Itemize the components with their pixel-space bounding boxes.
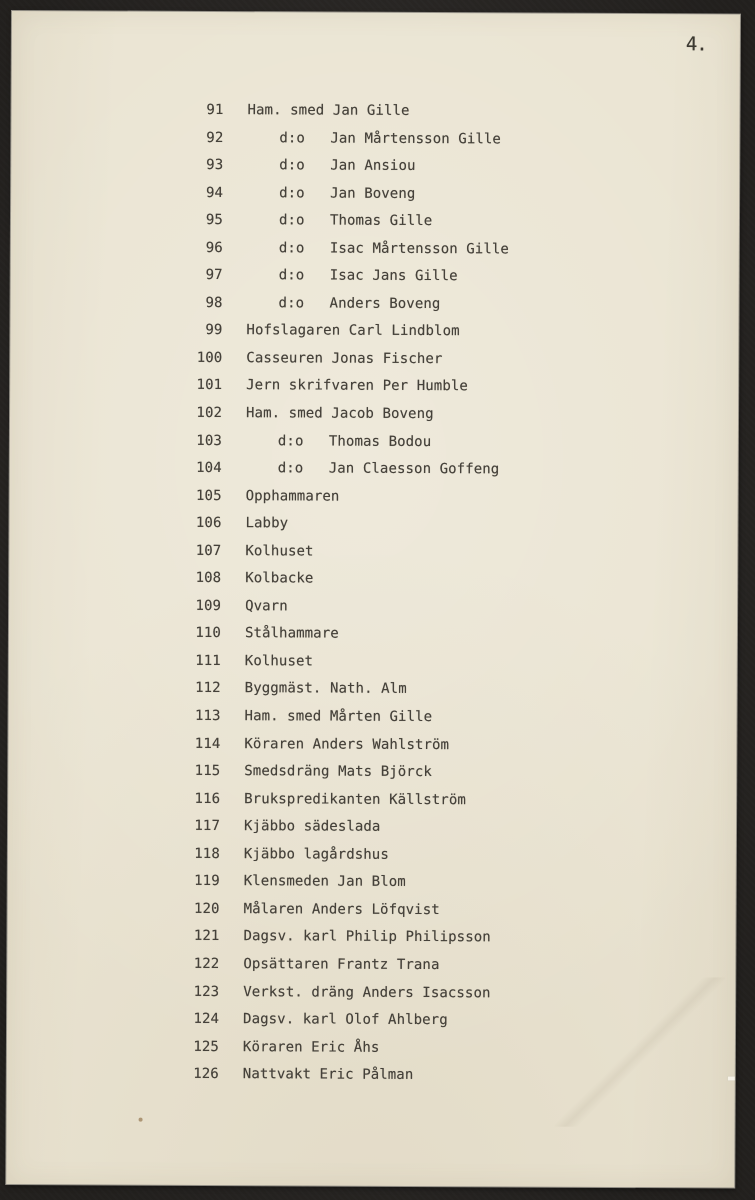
entry-name: Dagsv. karl Philip Philipsson bbox=[243, 928, 491, 946]
entry-number: 103 bbox=[196, 432, 222, 449]
entry-number: 112 bbox=[195, 680, 221, 697]
list-item bbox=[11, 149, 739, 180]
entry-number: 101 bbox=[196, 377, 223, 394]
entry-list bbox=[7, 94, 740, 1089]
entry-name: Jern skrifvaren Per Humble bbox=[246, 377, 468, 395]
entry-name: Labby bbox=[245, 515, 289, 532]
list-item bbox=[9, 535, 737, 566]
entry-name: Ham. smed Jan Gille bbox=[247, 102, 410, 119]
entry-number: 92 bbox=[206, 129, 224, 146]
entry-name: Opphammaren bbox=[245, 487, 340, 505]
entry-number: 110 bbox=[195, 625, 221, 642]
list-item bbox=[8, 893, 736, 924]
entry-number: 105 bbox=[196, 487, 222, 504]
entry-name: Köraren Eric Åhs bbox=[242, 1038, 380, 1056]
entry-name: Anders Boveng bbox=[329, 295, 441, 312]
list-item bbox=[10, 342, 738, 373]
ditto-mark: d:o bbox=[279, 157, 305, 174]
list-item bbox=[7, 1058, 735, 1089]
entry-number: 113 bbox=[194, 707, 221, 725]
list-item bbox=[11, 94, 739, 125]
list-item bbox=[7, 975, 735, 1006]
entry-number: 91 bbox=[206, 101, 224, 119]
entry-name: Kjäbbo lagårdshus bbox=[243, 845, 389, 863]
list-item bbox=[8, 865, 736, 896]
entry-number: 96 bbox=[205, 239, 223, 256]
entry-number: 98 bbox=[205, 294, 223, 311]
entry-name: Jan Ansiou bbox=[330, 157, 416, 175]
entry-name: Byggmäst. Nath. Alm bbox=[244, 680, 407, 698]
list-item bbox=[7, 1031, 735, 1062]
paper-sheet bbox=[6, 11, 740, 1188]
list-item bbox=[8, 700, 736, 731]
entry-number: 115 bbox=[194, 763, 221, 780]
entry-name: Isac Jans Gille bbox=[329, 267, 458, 285]
entry-name: Thomas Gille bbox=[329, 212, 433, 230]
entry-number: 122 bbox=[193, 955, 220, 972]
list-item bbox=[8, 838, 736, 869]
entry-number: 111 bbox=[195, 652, 221, 669]
entry-name: Jan Mårtensson Gille bbox=[330, 130, 501, 147]
entry-name: Kolhuset bbox=[245, 542, 314, 560]
ditto-mark: d:o bbox=[278, 295, 305, 312]
entry-number: 124 bbox=[193, 1010, 220, 1028]
entry-number: 109 bbox=[195, 597, 222, 614]
entry-name: Isac Mårtensson Gille bbox=[329, 240, 509, 258]
list-item bbox=[9, 562, 737, 593]
entry-name: Nattvakt Eric Pålman bbox=[242, 1066, 414, 1084]
entry-name: Jan Claesson Goffeng bbox=[328, 460, 500, 478]
entry-name: Dagsv. karl Olof Ahlberg bbox=[243, 1011, 448, 1029]
entry-number: 125 bbox=[193, 1038, 219, 1055]
entry-number: 117 bbox=[194, 818, 221, 835]
entry-name: Målaren Anders Löfqvist bbox=[243, 901, 440, 918]
entry-name: Qvarn bbox=[245, 597, 288, 615]
list-item bbox=[8, 810, 736, 841]
entry-name: Ham. smed Jacob Boveng bbox=[245, 405, 434, 423]
entry-number: 102 bbox=[196, 404, 223, 422]
entry-name: Thomas Bodou bbox=[328, 433, 432, 450]
ditto-mark: d:o bbox=[277, 432, 304, 449]
list-item bbox=[9, 645, 737, 676]
entry-name: Opsättaren Frantz Trana bbox=[243, 956, 440, 974]
entry-name: Verkst. dräng Anders Isacsson bbox=[243, 983, 491, 1001]
ditto-mark: d:o bbox=[279, 129, 306, 146]
list-item bbox=[8, 783, 736, 814]
list-item bbox=[10, 397, 738, 428]
entry-name: Klensmeden Jan Blom bbox=[243, 873, 406, 891]
entry-name: Stålhammare bbox=[244, 625, 339, 642]
list-item bbox=[11, 204, 739, 235]
entry-number: 116 bbox=[194, 790, 221, 807]
entry-name: Kolhuset bbox=[244, 653, 314, 670]
ditto-mark: d:o bbox=[278, 212, 305, 229]
entry-name: Kjäbbo sädeslada bbox=[243, 818, 381, 836]
list-item bbox=[8, 728, 736, 759]
entry-name: Köraren Anders Wahlström bbox=[244, 735, 450, 753]
entry-name: Hofslagaren Carl Lindblom bbox=[246, 322, 460, 340]
list-item bbox=[10, 369, 738, 400]
entry-number: 95 bbox=[205, 212, 224, 229]
entry-name: Kolbacke bbox=[245, 570, 314, 587]
entry-number: 114 bbox=[194, 735, 221, 752]
entry-number: 99 bbox=[205, 322, 223, 339]
list-item bbox=[10, 425, 738, 456]
list-item bbox=[11, 259, 739, 290]
list-item bbox=[9, 672, 737, 703]
entry-number: 107 bbox=[195, 542, 222, 559]
entry-number: 126 bbox=[193, 1066, 219, 1083]
entry-number: 100 bbox=[196, 349, 223, 366]
entry-name: Jan Boveng bbox=[330, 185, 416, 202]
page-number: 4. bbox=[685, 33, 707, 56]
entry-number: 121 bbox=[193, 928, 220, 945]
list-item bbox=[11, 287, 739, 318]
list-item bbox=[10, 480, 738, 511]
entry-name: Smedsdräng Mats Björck bbox=[244, 763, 432, 781]
ditto-mark: d:o bbox=[278, 267, 305, 284]
list-item bbox=[11, 122, 739, 153]
list-item bbox=[7, 948, 735, 979]
entry-number: 118 bbox=[194, 845, 220, 862]
list-item bbox=[11, 177, 739, 208]
entry-name: Ham. smed Mårten Gille bbox=[244, 708, 433, 726]
entry-number: 106 bbox=[195, 515, 222, 532]
entry-number: 119 bbox=[194, 873, 220, 890]
list-item bbox=[11, 232, 739, 263]
entry-name: Brukspredikanten Källström bbox=[244, 790, 466, 808]
ditto-mark: d:o bbox=[277, 460, 304, 477]
entry-number: 120 bbox=[193, 900, 220, 917]
entry-number: 93 bbox=[206, 157, 224, 174]
list-item bbox=[9, 507, 737, 538]
entry-number: 108 bbox=[195, 570, 222, 587]
list-item bbox=[8, 755, 736, 786]
ditto-mark: d:o bbox=[278, 240, 305, 257]
paper-speck bbox=[139, 1118, 143, 1122]
entry-name: Casseuren Jonas Fischer bbox=[246, 350, 443, 368]
list-item bbox=[10, 314, 738, 345]
list-item bbox=[9, 590, 737, 621]
list-item bbox=[9, 617, 737, 648]
entry-number: 104 bbox=[196, 460, 222, 477]
entry-number: 94 bbox=[206, 184, 224, 201]
list-item bbox=[7, 920, 735, 951]
list-item bbox=[7, 1003, 735, 1034]
ditto-mark: d:o bbox=[279, 184, 305, 202]
list-item bbox=[10, 452, 738, 483]
entry-number: 97 bbox=[205, 267, 223, 284]
entry-number: 123 bbox=[193, 983, 220, 1000]
